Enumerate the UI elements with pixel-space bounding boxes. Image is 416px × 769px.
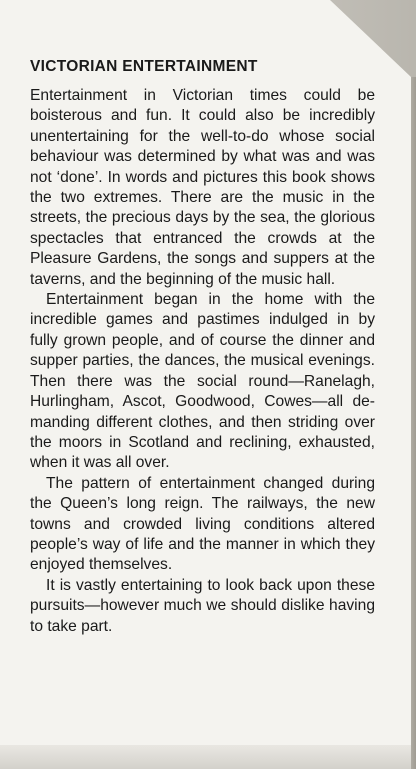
paragraph: The pattern of entertainment changed during the Queen’s long reign. The railways, the new towns and crowded living conditions altered people’s way of life and the manner in which they enjoyed themselves. bbox=[30, 474, 375, 574]
page-title: VICTORIAN ENTERTAINMENT bbox=[30, 58, 258, 75]
paragraph: Entertainment in Victorian times could be boisterous and fun. It could also be incredibly unentertaining for the well-to-do whose social behaviour was determined by what was and was not ‘done’. In words and pictures this book shows the two extremes. There are the music in the streets, the precious days by the sea, the glorious spectacles that entranced the crowds at the Pleasure Gardens, the songs and suppers at the taverns, and the beginning of the music hall. bbox=[30, 87, 375, 288]
paragraph: It is vastly entertaining to look back upon these pursuits—however much we should dislike having to take part. bbox=[30, 576, 375, 635]
paragraph: Entertainment began in the home with the incredible games and pastimes indulged in by fully grown people, and of course the dinner and supper parties, the dances, the musical evenings. Then there was the social round—Ranelagh, Hurlingham, Ascot, Goodwood, Cowes—all demanding different clothes, and then striding over the moors in Scotland and reclining, exhausted, when it was all over. bbox=[30, 291, 375, 472]
blurb-text bbox=[30, 58, 375, 637]
flap-bottom-edge bbox=[0, 745, 411, 769]
